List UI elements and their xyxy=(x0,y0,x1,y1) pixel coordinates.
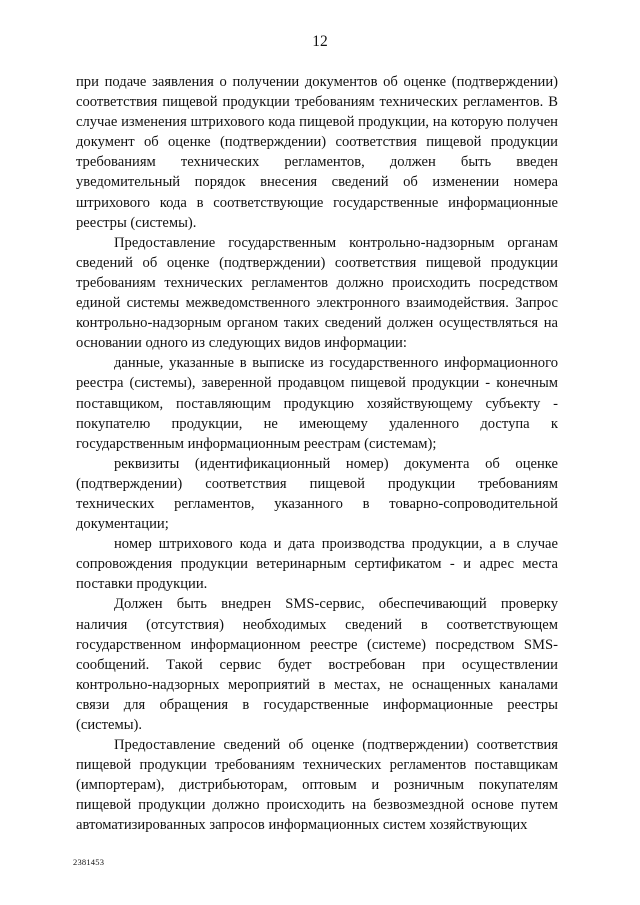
document-code: 2381453 xyxy=(73,857,105,867)
body-text xyxy=(76,72,558,836)
paragraph: Должен быть внедрен SMS-сервис, обеспечивающий проверку наличия (отсутствия) необходимых сведений в соответствующем государственном информационном реестре (системе) посредством SMS-сообщений. Такой сервис будет востребован при осуществлении контрольно-надзорных мероприятий в местах, не оснащенных каналами связи для обращения в государственные информационные реестры (системы). xyxy=(76,596,558,733)
page-number: 12 xyxy=(312,33,328,50)
paragraph: Предоставление сведений об оценке (подтверждении) соответствия пищевой продукции требованиям технических регламентов поставщикам (импортерам), дистрибьюторам, оптовым и розничным покупателям пищевой продукции должно происходить на безвозмездной основе путем автоматизированных запросов информационных систем хозяйствующих xyxy=(76,737,558,834)
paragraph: при подаче заявления о получении документов об оценке (подтверждении) соответствия пищевой продукции требованиям технических регламентов. В случае изменения штрихового кода пищевой продукции, на которую получен документ об оценке (подтверждении) соответствия пищевой продукции требованиям технических регламентов, должен быть введен уведомительный порядок внесения сведений об изменении номера штрихового кода в соответствующие государственные информационные реестры (системы). xyxy=(76,74,558,231)
list-item: реквизиты (идентификационный номер) документа об оценке (подтверждении) соответствия пищевой продукции требованиям технических регламентов, указанного в товарно-сопроводительной документации; xyxy=(76,455,558,533)
paragraph: Предоставление государственным контрольно-надзорным органам сведений об оценке (подтверждении) соответствия пищевой продукции требованиям технических регламентов должно происходить посредством единой системы межведомственного электронного взаимодействия. Запрос контрольно-надзорным органом таких сведений должен осуществляться на основании одного из следующих видов информации: xyxy=(76,234,558,352)
list-item: номер штрихового кода и дата производства продукции, а в случае сопровождения продукции ветеринарным сертификатом - и адрес места поставки продукции. xyxy=(76,536,558,593)
list-item: данные, указанные в выписке из государственного информационного реестра (системы), заверенной продавцом пищевой продукции - конечным поставщиком, поставляющим продукцию хозяйствующему субъекту - покупателю продукции, не имеющему удаленного доступа к государственным информационным реестрам (системам); xyxy=(76,355,558,452)
